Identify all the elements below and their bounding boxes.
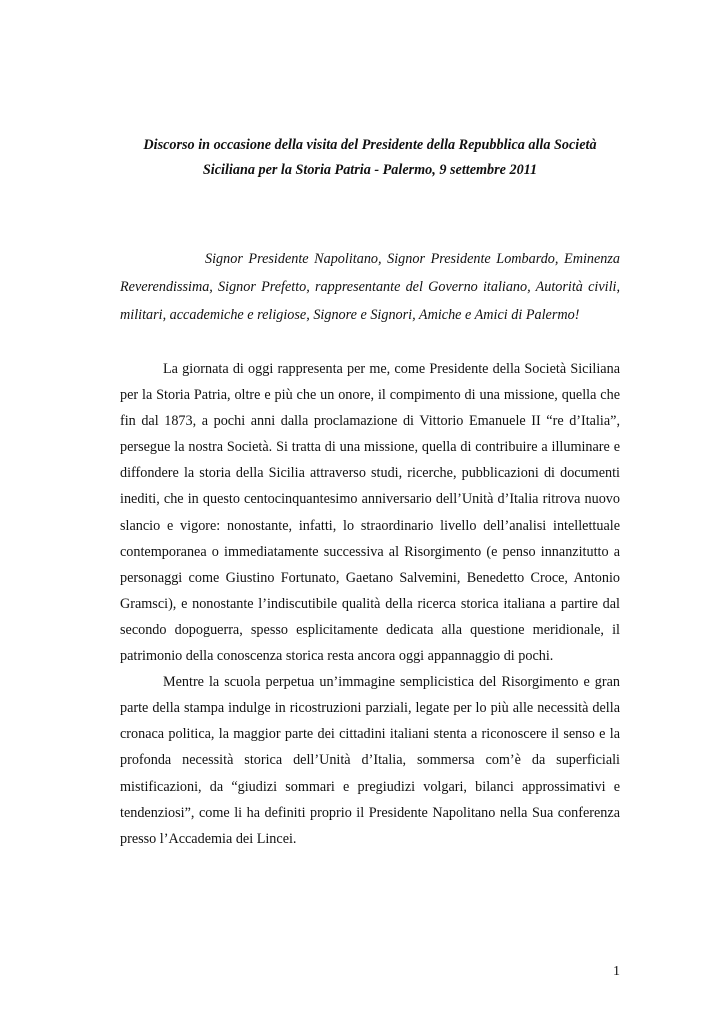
page-number: 1: [613, 964, 620, 979]
body-paragraph-1: La giornata di oggi rappresenta per me, come Presidente della Società Siciliana per la Storia Patria, oltre e più che un onore, il compimento di una missione, quella che fin dal 1873, a pochi anni dalla proclamazione di Vittorio Emanuele II “re d’Italia”, persegue la nostra Società. Si tratta di una missione, quella di contribuire a illuminare e diffondere la storia della Sicilia attraverso studi, ricerche, pubblicazioni di documenti inediti, che in questo centocinquantesimo anniversario dell’Unità d’Italia ritrova nuovo slancio e vigore: nonostante, infatti, lo straordinario livello dell’analisi intellettuale contemporanea o immediatamente successiva al Risorgimento (e penso innanzitutto a personaggi come Giustino Fortunato, Gaetano Salvemini, Benedetto Croce, Antonio Gramsci), e nonostante l’indiscutibile qualità della ricerca storica italiana a partire dal secondo dopoguerra, spesso esplicitamente dedicata alla questione meridionale, il patrimonio della conoscenza storica resta ancora oggi appannaggio di pochi.: [120, 361, 620, 665]
document-title: Discorso in occasione della visita del Presidente della Repubblica alla Società Siciliana per la Storia Patria - Palermo, 9 settembre 2011: [143, 137, 597, 178]
body-paragraph-2: Mentre la scuola perpetua un’immagine semplicistica del Risorgimento e gran parte della stampa indulge in ricostruzioni parziali, legate per lo più alle necessità della cronaca politica, la maggior parte dei cittadini italiani stenta a riconoscere il senso e la profonda necessità storica dell’Unità d’Italia, sommersa com’è da superficiali mistificazioni, da “giudizi sommari e pregiudizi volgari, bilanci approssimativi e tendenziosi”, come li ha definiti proprio il Presidente Napolitano nella Sua conferenza presso l’Accademia dei Lincei.: [120, 674, 620, 847]
document-page: [120, 133, 620, 852]
salutation-paragraph: Signor Presidente Napolitano, Signor Presidente Lombardo, Eminenza Reverendissima, Signor Prefetto, rappresentante del Governo italiano, Autorità civili, militari, accademiche e religiose, Signore e Signori, Amiche e Amici di Palermo!: [120, 251, 620, 323]
